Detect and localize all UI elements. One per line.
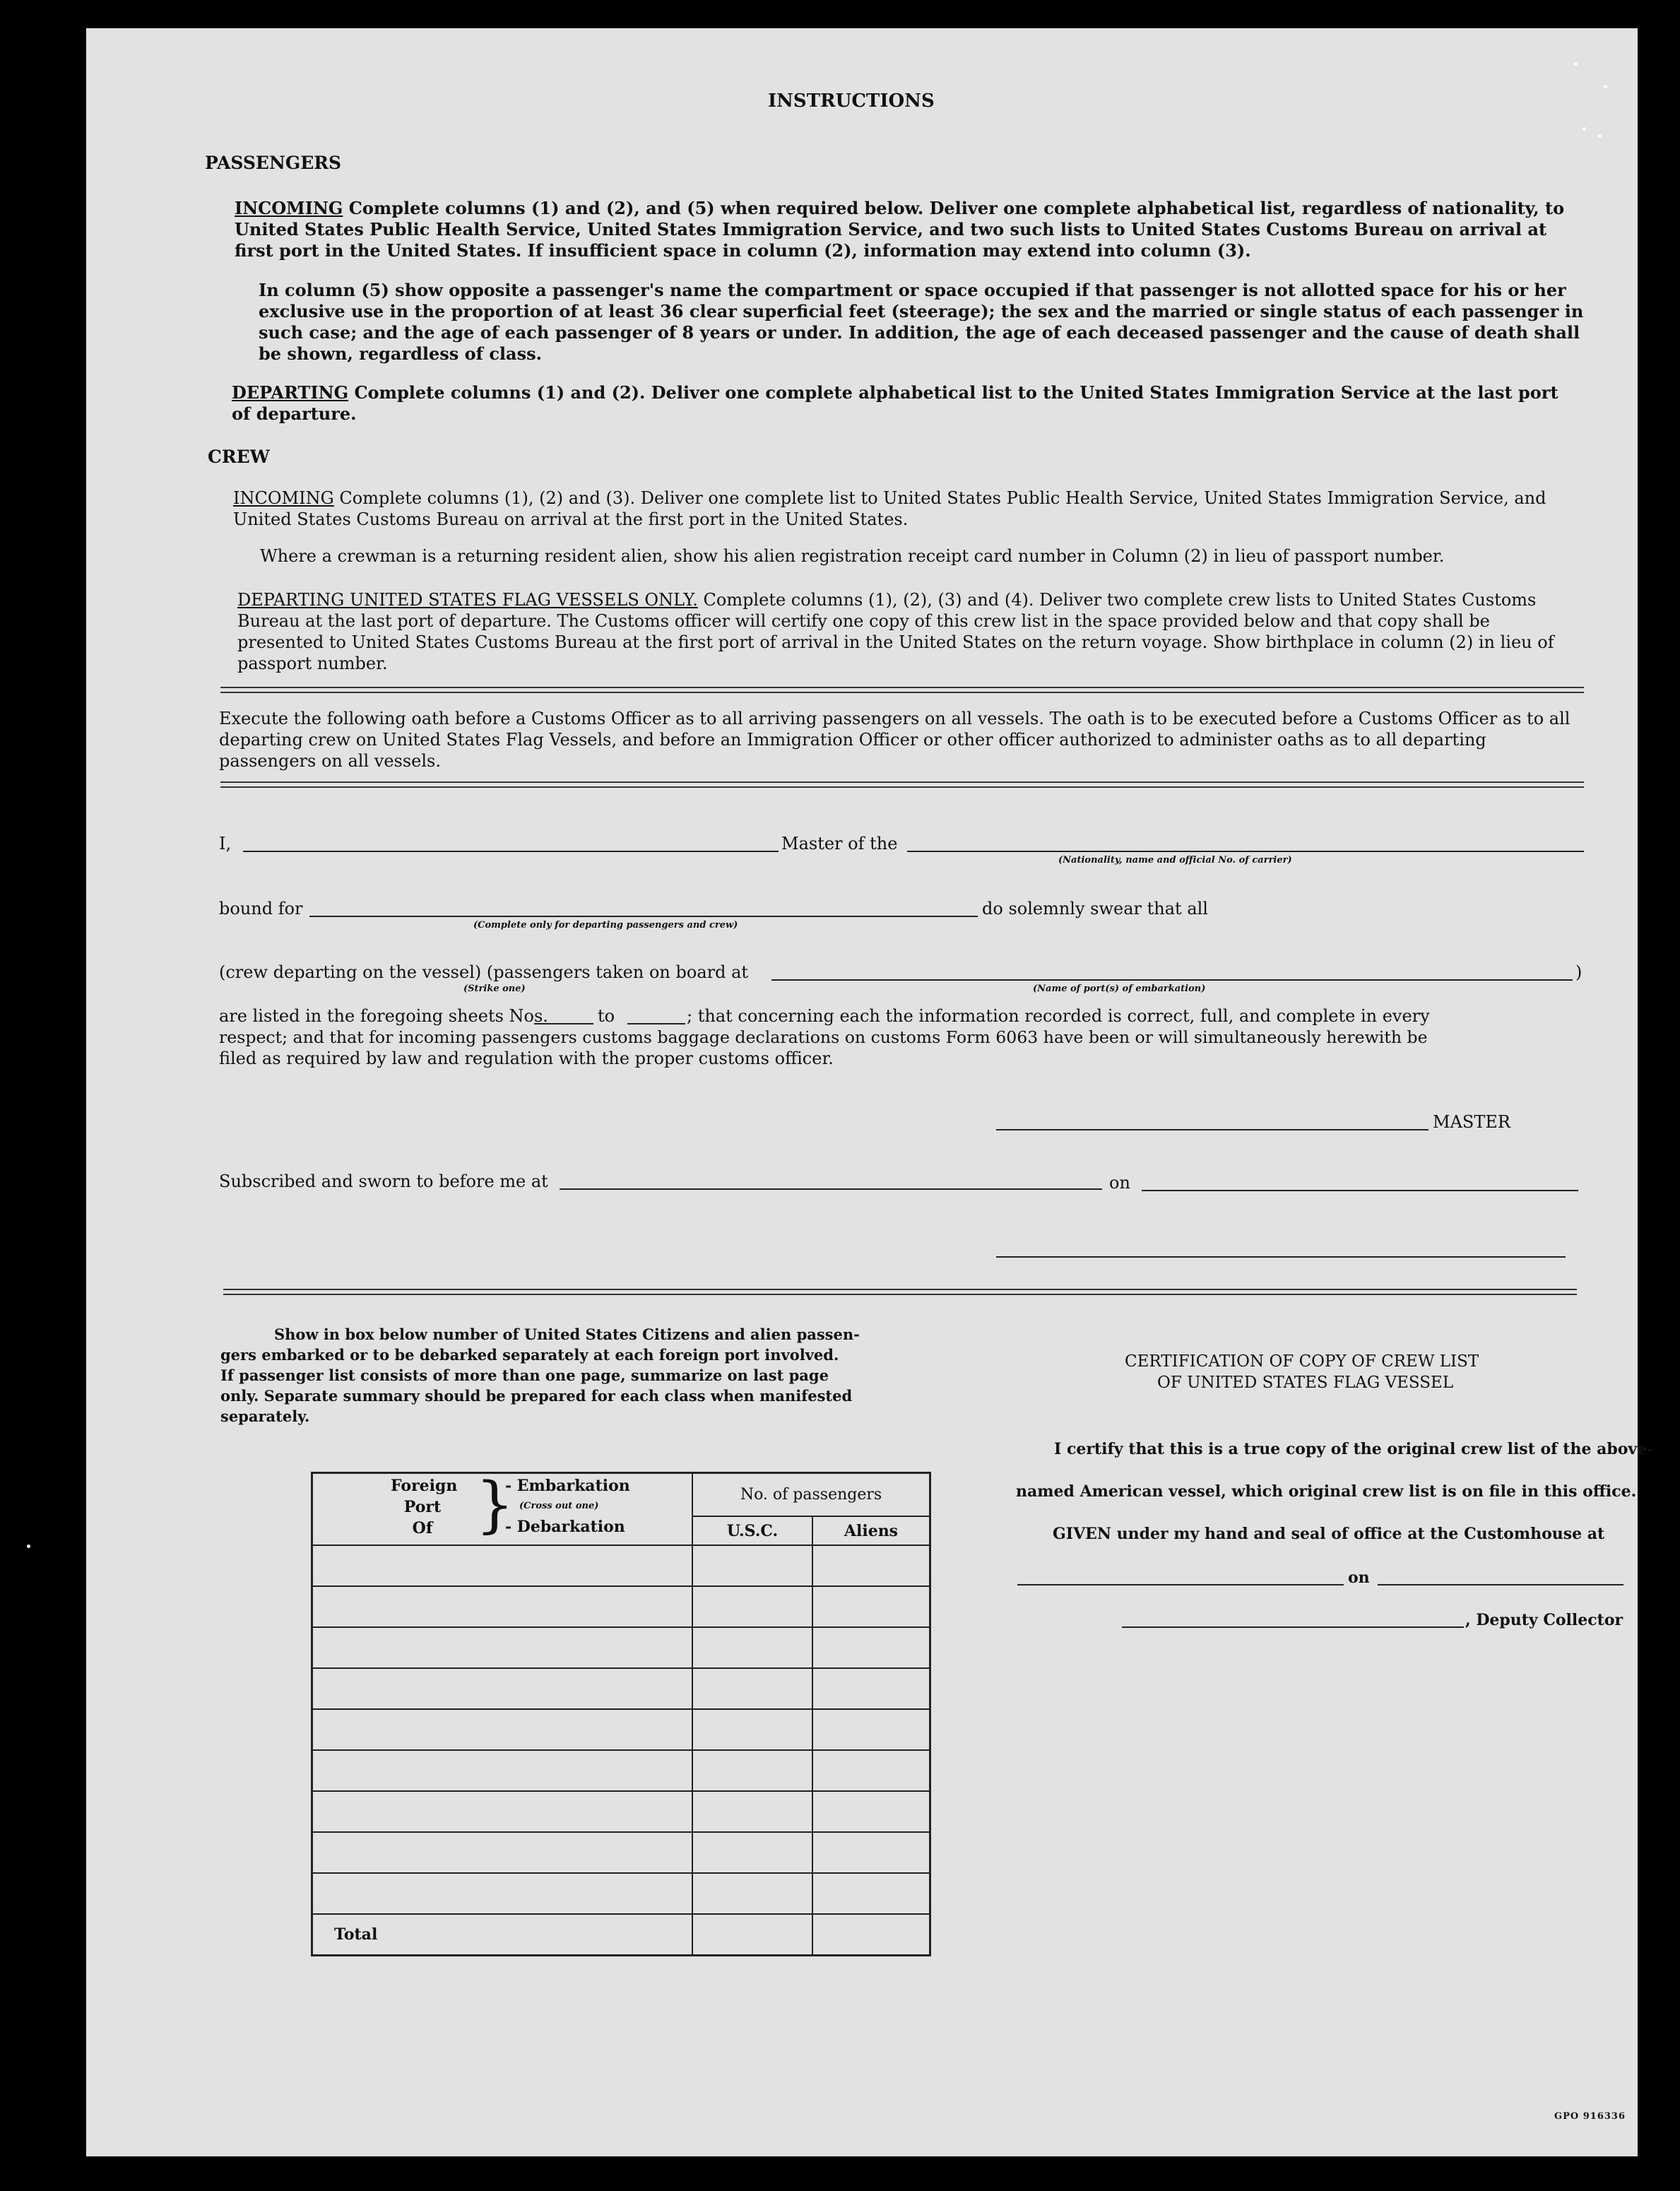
cert-on-label: on	[1348, 1569, 1370, 1587]
port-cell[interactable]	[312, 1832, 693, 1873]
no-of-passengers-header: No. of passengers	[692, 1473, 930, 1517]
sheet-from-field[interactable]	[534, 1023, 593, 1024]
port-cell[interactable]	[312, 1791, 693, 1832]
total-usc-cell[interactable]	[692, 1914, 812, 1955]
usc-cell[interactable]	[692, 1791, 812, 1832]
passengers-column5: In column (5) show opposite a passenger's name the compartment or space occupied if that passenger is not allotted space for his or her exclusive use in the proportion of at least 36 clear superficial feet (steerage); the sex and the married or single status of each passenger in such case; and the age of each passenger of 8 years or under. In addition, the age of each deceased passenger and the cause of death shall be shown, regardless of class.	[259, 280, 1584, 364]
oath-intro: Execute the following oath before a Customs Officer as to all arriving passengers on all vessels. The oath is to be executed before a Customs Officer as to all departing crew on United States Flag Vessels, and before an Immigration Officer or other officer authorized to administer oaths as to all departing passengers on all vessels.	[219, 709, 1570, 771]
subscribed-label: Subscribed and sworn to before me at	[219, 1171, 548, 1191]
master-name-field[interactable]	[243, 851, 779, 852]
passengers-incoming	[235, 198, 1584, 261]
usc-header: U.S.C.	[692, 1516, 812, 1545]
port-cell[interactable]	[312, 1586, 693, 1627]
port-cell[interactable]	[312, 1750, 693, 1791]
summary-line: separately.	[220, 1407, 310, 1425]
cert-title-1: CERTIFICATION OF COPY OF CREW LIST	[1125, 1352, 1479, 1371]
port-cell[interactable]	[312, 1709, 693, 1750]
master-of-the-label: Master of the	[781, 834, 898, 854]
scan-speck	[1574, 62, 1578, 66]
divider	[220, 781, 1584, 788]
usc-cell[interactable]	[692, 1586, 812, 1627]
table-row	[312, 1668, 930, 1709]
listed-text-a: are listed in the foregoing sheets Nos.	[219, 1006, 548, 1026]
complete-note: (Complete only for departing passengers and crew)	[473, 920, 738, 931]
aliens-cell[interactable]	[812, 1586, 930, 1627]
cross-out-note: (Cross out one)	[519, 1501, 599, 1511]
master-signature-field[interactable]	[996, 1129, 1428, 1130]
summary-line: If passenger list consists of more than one page, summarize on last page	[220, 1366, 829, 1384]
aliens-cell[interactable]	[812, 1750, 930, 1791]
total-aliens-cell[interactable]	[812, 1914, 930, 1955]
gpo-code: GPO 916336	[1554, 2111, 1626, 2122]
crew-departing-label: (crew departing on the vessel) (passengers taken on board at	[219, 962, 749, 982]
aliens-cell[interactable]	[812, 1709, 930, 1750]
crew-departing	[237, 589, 1573, 674]
scan-speck	[1604, 85, 1607, 88]
crew-departing-text: Complete columns (1), (2), (3) and (4). Deliver two complete crew lists to United States Customs Bureau at the last port of departure. The Customs officer will certify one copy of this crew list in the space provided below and that copy shall be presented to United States Customs Bureau at the first port of arrival in the United States on the return voyage. Show birthplace in column (2) in lieu of passport number.	[237, 590, 1554, 673]
deputy-signature-field[interactable]	[1122, 1626, 1464, 1628]
cert-line-2: named American vessel, which original crew list is on file in this office.	[1016, 1482, 1637, 1501]
listed-text-b: ; that concerning each the information recorded is correct, full, and complete in every	[687, 1006, 1430, 1026]
passengers-departing-label: DEPARTING	[232, 382, 349, 403]
total-row	[312, 1914, 930, 1955]
scan-speck	[1583, 127, 1586, 131]
passengers-departing	[232, 382, 1581, 425]
listed-to: to	[598, 1006, 615, 1026]
usc-cell[interactable]	[692, 1832, 812, 1873]
customhouse-field[interactable]	[1017, 1584, 1344, 1585]
oath-i-label: I,	[219, 834, 232, 854]
port-header	[312, 1470, 693, 1546]
cert-title-2: OF UNITED STATES FLAG VESSEL	[1157, 1374, 1454, 1392]
scan-speck	[1598, 134, 1602, 138]
usc-cell[interactable]	[692, 1873, 812, 1914]
aliens-cell[interactable]	[812, 1791, 930, 1832]
divider	[223, 1289, 1577, 1295]
table-row	[312, 1832, 930, 1873]
cert-line-3: GIVEN under my hand and seal of office at the Customhouse at	[1053, 1525, 1605, 1543]
crew-departing-label: DEPARTING UNITED STATES FLAG VESSELS ONLY.	[237, 590, 698, 610]
brace-icon: }	[475, 1470, 514, 1540]
usc-cell[interactable]	[692, 1668, 812, 1709]
aliens-cell[interactable]	[812, 1627, 930, 1668]
ports-note: (Name of port(s) of embarkation)	[1033, 984, 1206, 994]
table-row	[312, 1873, 930, 1914]
crew-incoming-label: INCOMING	[233, 488, 334, 508]
strike-note: (Strike one)	[463, 984, 526, 994]
passenger-summary-table	[311, 1472, 931, 1956]
passengers-incoming-label: INCOMING	[235, 198, 343, 218]
deputy-collector-label: , Deputy Collector	[1465, 1611, 1623, 1629]
crew-heading: CREW	[208, 447, 270, 467]
embarkation-label: - Embarkation	[505, 1477, 630, 1495]
carrier-field[interactable]	[907, 851, 1584, 852]
usc-cell[interactable]	[692, 1627, 812, 1668]
listed-text-c: respect; and that for incoming passengers customs baggage declarations on customs Form 6063 have been or will simultaneously herewith be	[219, 1027, 1428, 1047]
of-label: Of	[412, 1519, 433, 1537]
bound-for-label: bound for	[219, 899, 303, 919]
summary-line: gers embarked or to be debarked separately at each foreign port involved.	[220, 1346, 839, 1364]
port-cell[interactable]	[312, 1668, 693, 1709]
ports-field[interactable]	[771, 979, 1573, 981]
summary-line: only. Separate summary should be prepared for each class when manifested	[220, 1387, 853, 1405]
passengers-heading: PASSENGERS	[205, 153, 342, 173]
aliens-cell[interactable]	[812, 1873, 930, 1914]
divider	[220, 687, 1584, 693]
table-row	[312, 1709, 930, 1750]
aliens-cell[interactable]	[812, 1668, 930, 1709]
passengers-departing-text: Complete columns (1) and (2). Deliver one complete alphabetical list to the United States Immigration Service at the last port of departure.	[232, 382, 1558, 424]
crew-incoming	[233, 488, 1575, 530]
port-cell[interactable]	[312, 1873, 693, 1914]
summary-line: Show in box below number of United States Citizens and alien passen-	[274, 1325, 860, 1343]
aliens-cell[interactable]	[812, 1832, 930, 1873]
table-row	[312, 1545, 930, 1586]
bound-for-field[interactable]	[309, 916, 978, 917]
master-label: MASTER	[1433, 1112, 1510, 1132]
total-label: Total	[312, 1914, 693, 1955]
crew-resident: Where a crewman is a returning resident alien, show his alien registration receipt card number in Column (2) in lieu of passport number.	[260, 546, 1445, 566]
port-label: Port	[403, 1498, 442, 1516]
usc-cell[interactable]	[692, 1545, 812, 1586]
swear-label: do solemnly swear that all	[982, 899, 1208, 919]
port-cell[interactable]	[312, 1627, 693, 1668]
sworn-on-label: on	[1109, 1173, 1130, 1193]
officer-signature-field[interactable]	[996, 1256, 1566, 1258]
aliens-header: Aliens	[812, 1516, 930, 1545]
sworn-date-field[interactable]	[1142, 1190, 1578, 1191]
sworn-at-field[interactable]	[560, 1188, 1102, 1190]
usc-cell[interactable]	[692, 1709, 812, 1750]
table-row	[312, 1627, 930, 1668]
port-cell[interactable]	[312, 1545, 693, 1586]
table-row	[312, 1791, 930, 1832]
page-title: INSTRUCTIONS	[768, 90, 935, 112]
scan-speck	[27, 1545, 30, 1548]
passengers-incoming-text: Complete columns (1) and (2), and (5) when required below. Deliver one complete alphabetical list, regardless of nationality, to United States Public Health Service, United States Immigration Service, and two such lists to United States Customs Bureau on arrival at first port in the United States. If insufficient space in column (2), information may extend into column (3).	[235, 198, 1565, 261]
aliens-cell[interactable]	[812, 1545, 930, 1586]
debarkation-label: - Debarkation	[505, 1518, 625, 1536]
form-page	[86, 28, 1654, 2156]
foreign-label: Foreign	[391, 1477, 458, 1495]
sheet-to-field[interactable]	[627, 1023, 685, 1024]
cert-line-1: I certify that this is a true copy of the original crew list of the above-	[1054, 1440, 1654, 1458]
table-row	[312, 1750, 930, 1791]
summary-instructions	[220, 1324, 934, 1427]
nationality-note: (Nationality, name and official No. of carrier)	[1058, 855, 1292, 866]
table-row	[312, 1586, 930, 1627]
crew-incoming-text: Complete columns (1), (2) and (3). Deliver one complete list to United States Public Health Service, United States Immigration Service, and United States Customs Bureau on arrival at the first port in the United States.	[233, 488, 1546, 529]
close-paren: )	[1575, 962, 1583, 982]
cert-date-field[interactable]	[1378, 1584, 1623, 1585]
listed-text-d: filed as required by law and regulation with the proper customs officer.	[219, 1049, 834, 1068]
usc-cell[interactable]	[692, 1750, 812, 1791]
